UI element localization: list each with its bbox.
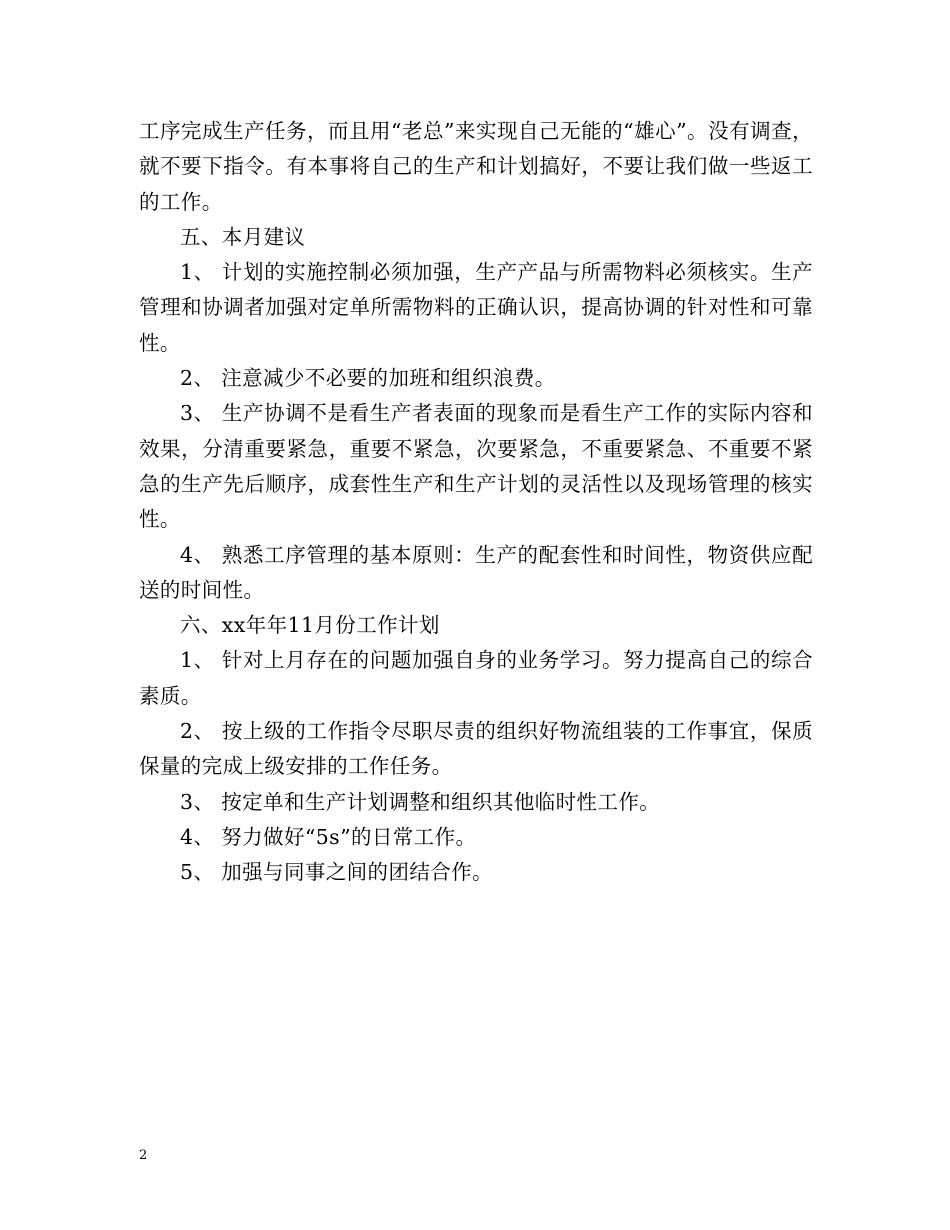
- plan-item-2: 2、 按上级的工作指令尽职尽责的组织好物流组装的工作事宜，保质保量的完成上级安排的工作任务。: [139, 719, 813, 779]
- document-body: [139, 114, 813, 891]
- paragraph-continuation: 工序完成生产任务，而且用“老总”来实现自己无能的“雄心”。没有调查，就不要下指令。有本事将自己的生产和计划搞好，不要让我们做一些返工的工作。: [139, 119, 813, 214]
- suggestion-item-4: 4、 熟悉工序管理的基本原则：生产的配套性和时间性，物资供应配送的时间性。: [139, 542, 813, 602]
- page-number: 2: [139, 1148, 148, 1163]
- plan-item-3: 3、 按定单和生产计划调整和组织其他临时性工作。: [180, 789, 661, 814]
- plan-item-1: 1、 针对上月存在的问题加强自身的业务学习。努力提高自己的综合素质。: [139, 648, 813, 708]
- suggestion-item-3: 3、 生产协调不是看生产者表面的现象而是看生产工作的实际内容和效果，分清重要紧急，重要不紧急，次要紧急，不重要紧急、不重要不紧急的生产先后顺序，成套性生产和生产计划的灵活性以及现场管理的核实性。: [139, 401, 813, 532]
- section-heading-work-plan: 六、xx年年11月份工作计划: [180, 613, 440, 638]
- suggestion-item-1: 1、 计划的实施控制必须加强，生产产品与所需物料必须核实。生产管理和协调者加强对定单所需物料的正确认识，提高协调的针对性和可靠性。: [139, 260, 813, 355]
- plan-item-5: 5、 加强与同事之间的团结合作。: [180, 860, 493, 885]
- section-heading-monthly-suggestions: 五、本月建议: [180, 224, 306, 249]
- suggestion-item-2: 2、 注意减少不必要的加班和组织浪费。: [180, 366, 556, 391]
- plan-item-4: 4、 努力做好“5s”的日常工作。: [180, 824, 477, 849]
